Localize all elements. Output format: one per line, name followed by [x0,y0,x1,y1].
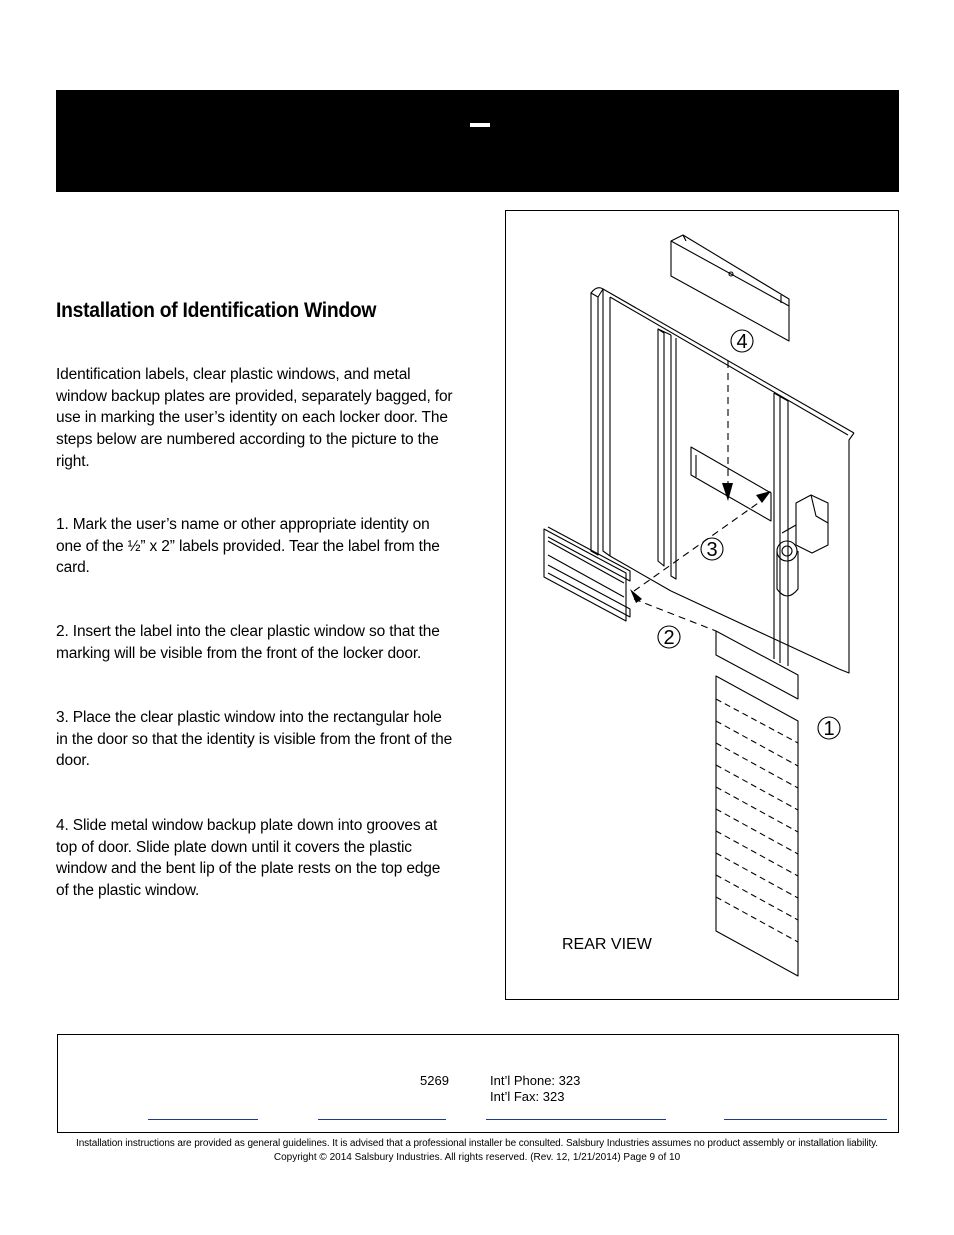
disclaimer-text: Installation instructions are provided as general guidelines. It is advised that a professional installer be consulted. Salsbury Industries assumes no product assembly or installation liability. [76,1138,878,1149]
step-2-text: 2. Insert the label into the clear plastic window so that the marking will be visible from the front of the locker door. [56,623,440,662]
callout-2-label: 2 [663,627,675,649]
footer-address-number: 5269 [420,1073,449,1088]
section-heading: Installation of Identification Window [56,299,377,322]
step-4-text: 4. Slide metal window backup plate down into grooves at top of door. Slide plate down until it covers the plastic window and the bent lip of the plate rests on the top edge of the plastic window. [56,817,441,900]
diagram-illustration [506,211,900,1001]
title-banner [56,90,899,192]
footer-fax: Int’l Fax: 323 [490,1089,565,1104]
plastic-window-drawing [544,527,630,621]
callout-3-label: 3 [706,539,718,561]
step-1-text: 1. Mark the user’s name or other appropriate identity on one of the ½” x 2” labels provided. Tear the label from the card. [56,516,440,577]
callout-4-label: 4 [736,331,748,353]
step-3-text: 3. Place the clear plastic window into the rectangular hole in the door so that the identity is visible from the front of the door. [56,709,453,770]
contact-footer [57,1034,899,1133]
footer-link-underline-4 [724,1119,887,1120]
label-card-drawing [716,631,798,976]
rear-view-caption: REAR VIEW [562,936,652,953]
callout-1-label: 1 [823,718,835,740]
guide-arrows [634,361,761,631]
backup-plate-drawing [671,235,789,341]
copyright-text: Copyright © 2014 Salsbury Industries. All rights reserved. (Rev. 12, 1/21/2014) Page 9 of 10 [273,1152,681,1163]
footer-phone: Int’l Phone: 323 [490,1073,581,1088]
arrow-heads [630,483,771,603]
banner-title-dash [470,123,490,127]
footer-link-underline-3 [486,1119,666,1120]
intro-paragraph: Identification labels, clear plastic windows, and metal window backup plates are provided, separately bagged, for use in marking the user’s identity on each locker door. The steps below are numbered according to the picture to the right. [56,366,453,470]
footer-link-underline-2 [318,1119,446,1120]
installation-diagram [505,210,899,1000]
footer-link-underline-1 [148,1119,258,1120]
